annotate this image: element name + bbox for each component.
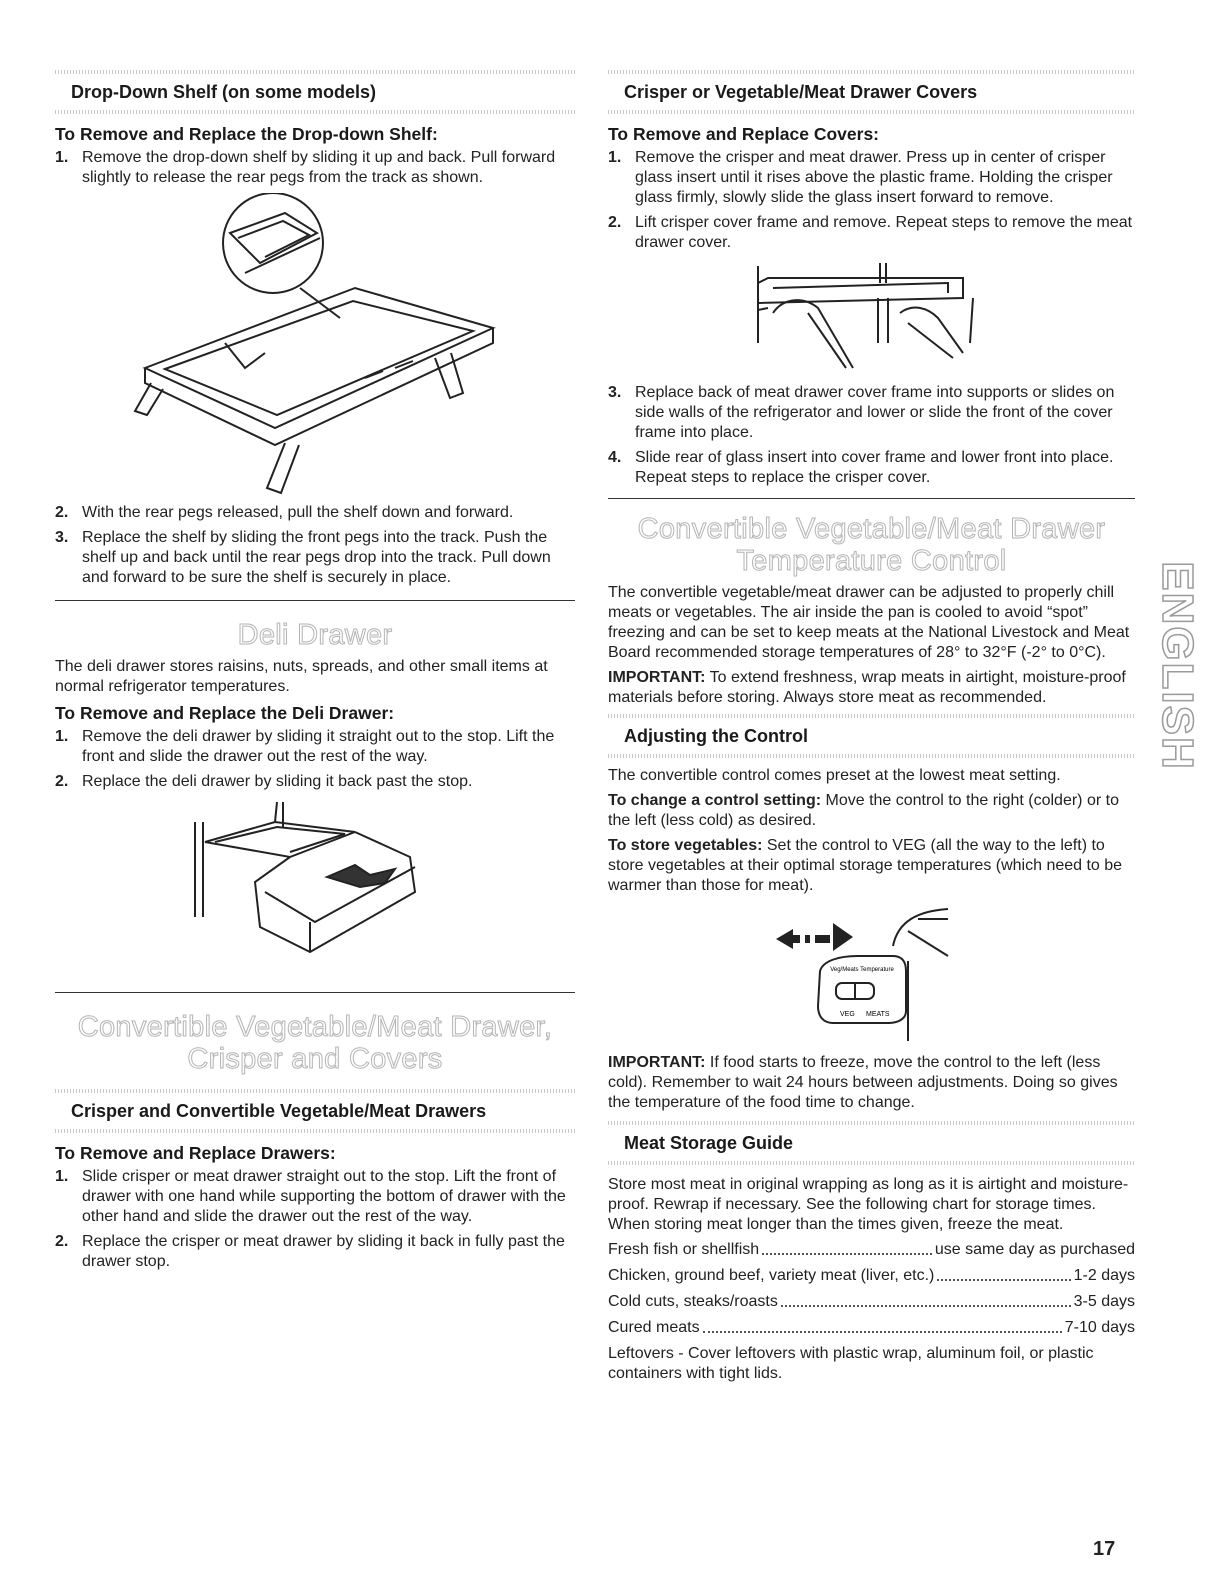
guide-row: [608, 1266, 1135, 1286]
temp-important-label: IMPORTANT:: [608, 669, 706, 686]
divider-3: [608, 498, 1135, 499]
adjust-important-label: IMPORTANT:: [608, 1054, 706, 1071]
page-number: 17: [1093, 1538, 1116, 1560]
temp-intro: The convertible vegetable/meat drawer can be adjusted to properly chill meats or vegetables. The air inside the pan is cooled to avoid “spot” freezing and can be set to keep meats at the National Livestock and Meat Board recommended storage temperatures of 28° to 32°F (-2° to 0°C).: [608, 584, 1130, 661]
covers-drawing: [608, 258, 1135, 383]
step-number: 1.: [55, 1168, 69, 1185]
guide-row-label: Fresh fish or shellfish: [608, 1241, 760, 1258]
deli-steps: [55, 727, 575, 792]
dial-top-label: Veg/Meats Temperature: [830, 967, 894, 973]
divider-1: [55, 600, 575, 601]
step-text: Remove the drop-down shelf by sliding it up and back. Pull forward slightly to release the rear pegs from the track as shown.: [82, 149, 556, 186]
step-number: 1.: [55, 149, 69, 166]
step-text: Slide crisper or meat drawer straight out to the stop. Lift the front of drawer with one hand while supporting the bottom of drawer with the other hand and slide the drawer out the rest of the way.: [82, 1168, 566, 1225]
guide-row-value: 1-2 days: [1073, 1267, 1135, 1284]
subhead-remove-covers: To Remove and Replace Covers:: [608, 124, 880, 144]
side-tab-english: [1152, 561, 1203, 771]
adjust-p2-label: To change a control setting:: [608, 792, 822, 809]
convertible-steps: [55, 1167, 575, 1272]
adjust-p1: The convertible control comes preset at the lowest meat setting.: [608, 767, 1061, 784]
step-item: [55, 772, 575, 792]
temp-important-text: To extend freshness, wrap meats in airtight, moisture-proof materials before storing. Always store meat as recommended.: [608, 669, 1126, 706]
guide-row: [608, 1240, 1135, 1260]
guide-row-dots: [781, 1292, 1071, 1307]
section-bar-meat-guide: Meat Storage Guide: [608, 1121, 1135, 1165]
step-text: Remove the crisper and meat drawer. Press up in center of crisper glass insert until it rises above the plastic frame. Holding the crisper glass firmly, slowly slide the glass insert forward to remove.: [635, 149, 1113, 206]
section-bar-dropdown-shelf: Drop-Down Shelf (on some models): [55, 70, 575, 114]
guide-row-value: 7-10 days: [1064, 1319, 1135, 1336]
temp-important: [608, 668, 1135, 708]
dropdown-shelf-illustration: [55, 193, 575, 503]
section-bar-drawer-covers: Crisper or Vegetable/Meat Drawer Covers: [608, 70, 1135, 114]
guide-intro: Store most meat in original wrapping as long as it is airtight and moisture-proof. Rewrap if necessary. See the following chart for storage times. When storing meat longer than the times given, freeze the meat.: [608, 1176, 1129, 1233]
deli-drawer-title: [55, 619, 575, 651]
step-text: With the rear pegs released, pull the shelf down and forward.: [82, 504, 514, 521]
step-text: Lift crisper cover frame and remove. Repeat steps to remove the meat drawer cover.: [635, 214, 1133, 251]
step-item: [608, 148, 1135, 208]
right-column: [608, 70, 1135, 1389]
guide-row-value: 3-5 days: [1073, 1293, 1135, 1310]
divider-2: [55, 992, 575, 993]
guide-table: [608, 1240, 1135, 1338]
deli-drawing: [55, 797, 575, 972]
temp-control-title: [608, 513, 1135, 577]
adjust-important-text: If food starts to freeze, move the control to the left (less cold). Remember to wait 24 hours between adjustments. Doing so gives the temperature of the food time to change.: [608, 1054, 1118, 1111]
shelf-drawing: [55, 193, 575, 503]
guide-row-dots: [937, 1266, 1070, 1281]
step-item: [608, 383, 1135, 443]
step-item: [55, 528, 575, 588]
subhead-remove-deli: To Remove and Replace the Deli Drawer:: [55, 703, 395, 723]
guide-row-label: Cold cuts, steaks/roasts: [608, 1293, 778, 1310]
step-text: Remove the deli drawer by sliding it straight out to the stop. Lift the front and slide the drawer out the rest of the way.: [82, 728, 555, 765]
subhead-remove-drawers: To Remove and Replace Drawers:: [55, 1143, 336, 1163]
step-text: Replace the crisper or meat drawer by sliding it back in fully past the drawer stop.: [82, 1233, 565, 1270]
adjust-p3-text: Set the control to VEG (all the way to the left) to store vegetables at their optimal storage temperatures (which need to be warmer than those for meat).: [608, 837, 1123, 894]
step-item: [55, 727, 575, 767]
guide-row-dots: [762, 1240, 932, 1255]
guide-row: [608, 1292, 1135, 1312]
step-number: 1.: [55, 728, 69, 745]
side-tab-text: ENGLISH: [1153, 561, 1203, 771]
step-item: [55, 1167, 575, 1227]
adjust-p3-label: To store vegetables:: [608, 837, 763, 854]
covers-illustration: [608, 258, 1135, 383]
adjust-p3: [608, 836, 1135, 896]
step-number: 3.: [608, 384, 622, 401]
step-item: [55, 148, 575, 188]
section-bar-crisper-drawers: Crisper and Convertible Vegetable/Meat Drawers: [55, 1089, 575, 1133]
covers-steps-b: [608, 383, 1135, 488]
control-dial-illustration: [608, 901, 1135, 1051]
step-number: 2.: [55, 773, 69, 790]
deli-drawer-illustration: [55, 797, 575, 972]
step-text: Slide rear of glass insert into cover frame and lower front into place. Repeat steps to replace the crisper cover.: [635, 449, 1114, 486]
step-number: 4.: [608, 449, 622, 466]
guide-row-label: Chicken, ground beef, variety meat (liver, etc.): [608, 1267, 935, 1284]
temp-title-line1: Convertible Vegetable/Meat Drawer: [637, 513, 1106, 545]
step-item: [608, 448, 1135, 488]
adjust-p2: [608, 791, 1135, 831]
adjust-important: [608, 1053, 1135, 1113]
deli-drawer-title-text: Deli Drawer: [237, 619, 393, 651]
dropdown-steps-a: [55, 148, 575, 188]
step-item: [608, 213, 1135, 253]
convertible-title: [55, 1011, 575, 1075]
dial-meats-label: MEATS: [866, 1011, 890, 1018]
deli-intro: The deli drawer stores raisins, nuts, spreads, and other small items at normal refrigerator temperatures.: [55, 658, 548, 695]
step-number: 2.: [608, 214, 622, 231]
adjust-p2-text: Move the control to the right (colder) or to the left (less cold) as desired.: [608, 792, 1119, 829]
step-number: 2.: [55, 1233, 69, 1250]
guide-leftovers: Leftovers - Cover leftovers with plastic wrap, aluminum foil, or plastic containers with tight lids.: [608, 1345, 1094, 1382]
step-number: 3.: [55, 529, 69, 546]
guide-row-label: Cured meats: [608, 1319, 700, 1336]
guide-row-value: use same day as purchased: [934, 1241, 1135, 1258]
dial-veg-label: VEG: [840, 1011, 855, 1018]
step-text: Replace the deli drawer by sliding it back past the stop.: [82, 773, 473, 790]
convertible-title-line1: Convertible Vegetable/Meat Drawer,: [77, 1011, 553, 1043]
dropdown-steps-b: [55, 503, 575, 588]
dial-drawing: [608, 901, 1135, 1051]
step-number: 1.: [608, 149, 622, 166]
step-item: [55, 503, 575, 523]
step-item: [55, 1232, 575, 1272]
step-number: 2.: [55, 504, 69, 521]
subhead-remove-dropdown-shelf: To Remove and Replace the Drop-down Shelf:: [55, 124, 438, 144]
right-arrow-icon: [833, 923, 853, 951]
step-text: Replace back of meat drawer cover frame into supports or slides on side walls of the refrigerator and lower or slide the front of the cover frame into place.: [635, 384, 1115, 441]
left-column: [55, 70, 575, 1277]
temp-title-line2: Temperature Control: [736, 545, 1007, 577]
guide-row: [608, 1318, 1135, 1338]
step-text: Replace the shelf by sliding the front pegs into the track. Push the shelf up and back until the rear pegs drop into the track. Pull down and forward to be sure the shelf is securely in place.: [82, 529, 551, 586]
section-bar-adjusting: Adjusting the Control: [608, 714, 1135, 758]
guide-row-dots: [703, 1318, 1062, 1333]
convertible-title-line2: Crisper and Covers: [187, 1043, 443, 1075]
covers-steps-a: [608, 148, 1135, 253]
